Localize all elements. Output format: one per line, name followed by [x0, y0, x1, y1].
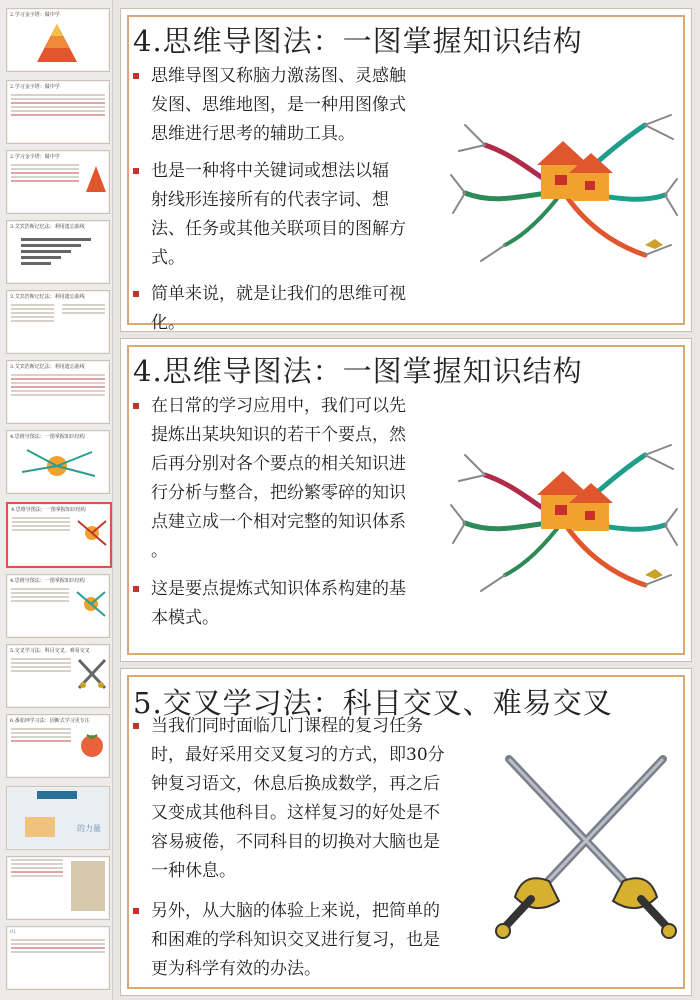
paragraph-2	[151, 897, 440, 984]
paragraph-1	[151, 392, 406, 566]
slide-thumbnail-10[interactable]	[6, 644, 110, 708]
paragraph-2	[151, 575, 406, 633]
thumb-title: 3.艾宾浩斯记忆法：利用遗忘曲线	[10, 364, 85, 370]
thumb-title: 2.学习金字塔：做中学	[10, 84, 60, 90]
paragraph-3	[151, 280, 406, 338]
slide-thumbnail-6[interactable]	[6, 360, 110, 424]
bar-chart-icon	[7, 232, 107, 276]
text-line: 一种休息。	[151, 861, 236, 881]
photo-thumbnail	[71, 861, 105, 911]
text-line: 简单来说，就是让我们的思维可视	[151, 284, 406, 304]
paragraph-1	[151, 712, 445, 886]
thumb-title: 2.学习金字塔：做中学	[10, 12, 60, 18]
mind-map-icon	[74, 515, 110, 549]
text-line: 思维导图又称脑力激荡图、灵感触	[151, 66, 406, 86]
text-line: 在日常的学习应用中，我们可以先	[151, 396, 406, 416]
text-line: 式。	[151, 248, 185, 268]
text-line: 法、任务或其他关联项目的图解方	[151, 219, 406, 239]
text-line: 也是一种将中关键词或想法以辐	[151, 161, 389, 181]
bullet-marker	[133, 908, 139, 914]
text-line: 行分析与整合，把纷繁零碎的知识	[151, 483, 406, 503]
text-line: 钟复习语文，休息后换成数学，再之后	[151, 774, 440, 794]
paragraph-1	[151, 62, 406, 149]
mind-map-icon	[73, 586, 109, 620]
slide-thumbnail-9[interactable]	[6, 574, 110, 638]
slide-thumbnail-8[interactable]	[6, 502, 112, 568]
paragraph-2	[151, 157, 406, 273]
text-line: 和困难的学科知识交叉进行复习，也是	[151, 930, 440, 950]
bullet-marker	[133, 723, 139, 729]
slide-1	[120, 8, 692, 332]
slide-thumbnail-13[interactable]	[6, 856, 110, 920]
thumb-title: 01	[10, 929, 17, 935]
slide-title: 4.思维导图法：一图掌握知识结构	[133, 354, 583, 388]
text-line: 化。	[151, 313, 185, 333]
slide-thumbnail-11[interactable]	[6, 714, 110, 778]
slide-3	[120, 668, 692, 996]
pyramid-icon	[7, 20, 107, 66]
slide-thumbnail-5[interactable]	[6, 290, 110, 354]
slide-thumbnail-4[interactable]	[6, 220, 110, 284]
mind-map-illustration	[445, 425, 681, 601]
thumb-title: 2.学习金字塔：做中学	[10, 154, 60, 160]
pyramid-icon	[83, 162, 109, 196]
text-line: 发图、思维地图，是一种用图像式	[151, 95, 406, 115]
slide-thumbnail-12[interactable]	[6, 786, 110, 850]
thumb-title: 4.思维导图法：一图掌握知识结构	[10, 578, 85, 584]
reading-illustration-icon	[7, 787, 107, 847]
bullet-marker	[133, 73, 139, 79]
thumb-title: 的力量	[77, 824, 101, 833]
thumb-title: 3.艾宾浩斯记忆法：利用遗忘曲线	[10, 294, 85, 300]
text-line: 本模式。	[151, 608, 219, 628]
thumb-title: 4.思维导图法：一图掌握知识结构	[11, 507, 86, 513]
text-line: 更为科学有效的办法。	[151, 959, 321, 979]
crossed-swords-icon	[491, 749, 681, 949]
text-line: 这是要点提炼式知识体系构建的基	[151, 579, 406, 599]
slide-title: 4.思维导图法：一图掌握知识结构	[133, 24, 583, 58]
crossed-swords-icon	[75, 656, 109, 692]
bullet-marker	[133, 403, 139, 409]
bullet-marker	[133, 586, 139, 592]
text-line: 思维进行思考的辅助工具。	[151, 124, 355, 144]
text-line: 。	[151, 541, 168, 561]
slide-thumbnail-7[interactable]	[6, 430, 110, 494]
text-line: 时，最好采用交叉复习的方式，即30分	[151, 745, 445, 765]
thumb-title: 3.艾宾浩斯记忆法：利用遗忘曲线	[10, 224, 85, 230]
text-line: 提炼出某块知识的若干个要点，然	[151, 425, 406, 445]
text-line: 另外，从大脑的体验上来说，把简单的	[151, 901, 440, 921]
slide-thumbnail-1[interactable]	[6, 8, 110, 72]
mind-map-illustration	[445, 95, 681, 271]
text-line: 点建立成一个相对完整的知识体系	[151, 512, 406, 532]
bullet-marker	[133, 168, 139, 174]
text-line: 容易疲倦，不同科目的切换对大脑也是	[151, 832, 440, 852]
slide-2	[120, 338, 692, 662]
thumb-title: 6.番茄钟学习法：因断式学习更专注	[10, 718, 90, 724]
slide-thumbnail-14[interactable]	[6, 926, 110, 990]
slide-thumbnail-2[interactable]	[6, 80, 110, 144]
mind-map-icon	[7, 442, 107, 488]
text-line: 后再分别对各个要点的相关知识进	[151, 454, 406, 474]
thumb-title: 5.交叉学习法：科目交叉、难易交叉	[10, 648, 90, 654]
text-line: 当我们同时面临几门课程的复习任务	[151, 716, 423, 736]
bullet-marker	[133, 291, 139, 297]
slide-thumbnail-panel	[0, 0, 113, 1000]
slide-thumbnail-3[interactable]	[6, 150, 110, 214]
slide-title: 5.交叉学习法：科目交叉、难易交叉	[133, 686, 613, 720]
text-line: 射线形连接所有的代表字词、想	[151, 190, 389, 210]
thumb-title: 4.思维导图法：一图掌握知识结构	[10, 434, 85, 440]
tomato-icon	[75, 726, 109, 762]
text-line: 又变成其他科目。这样复习的好处是不	[151, 803, 440, 823]
